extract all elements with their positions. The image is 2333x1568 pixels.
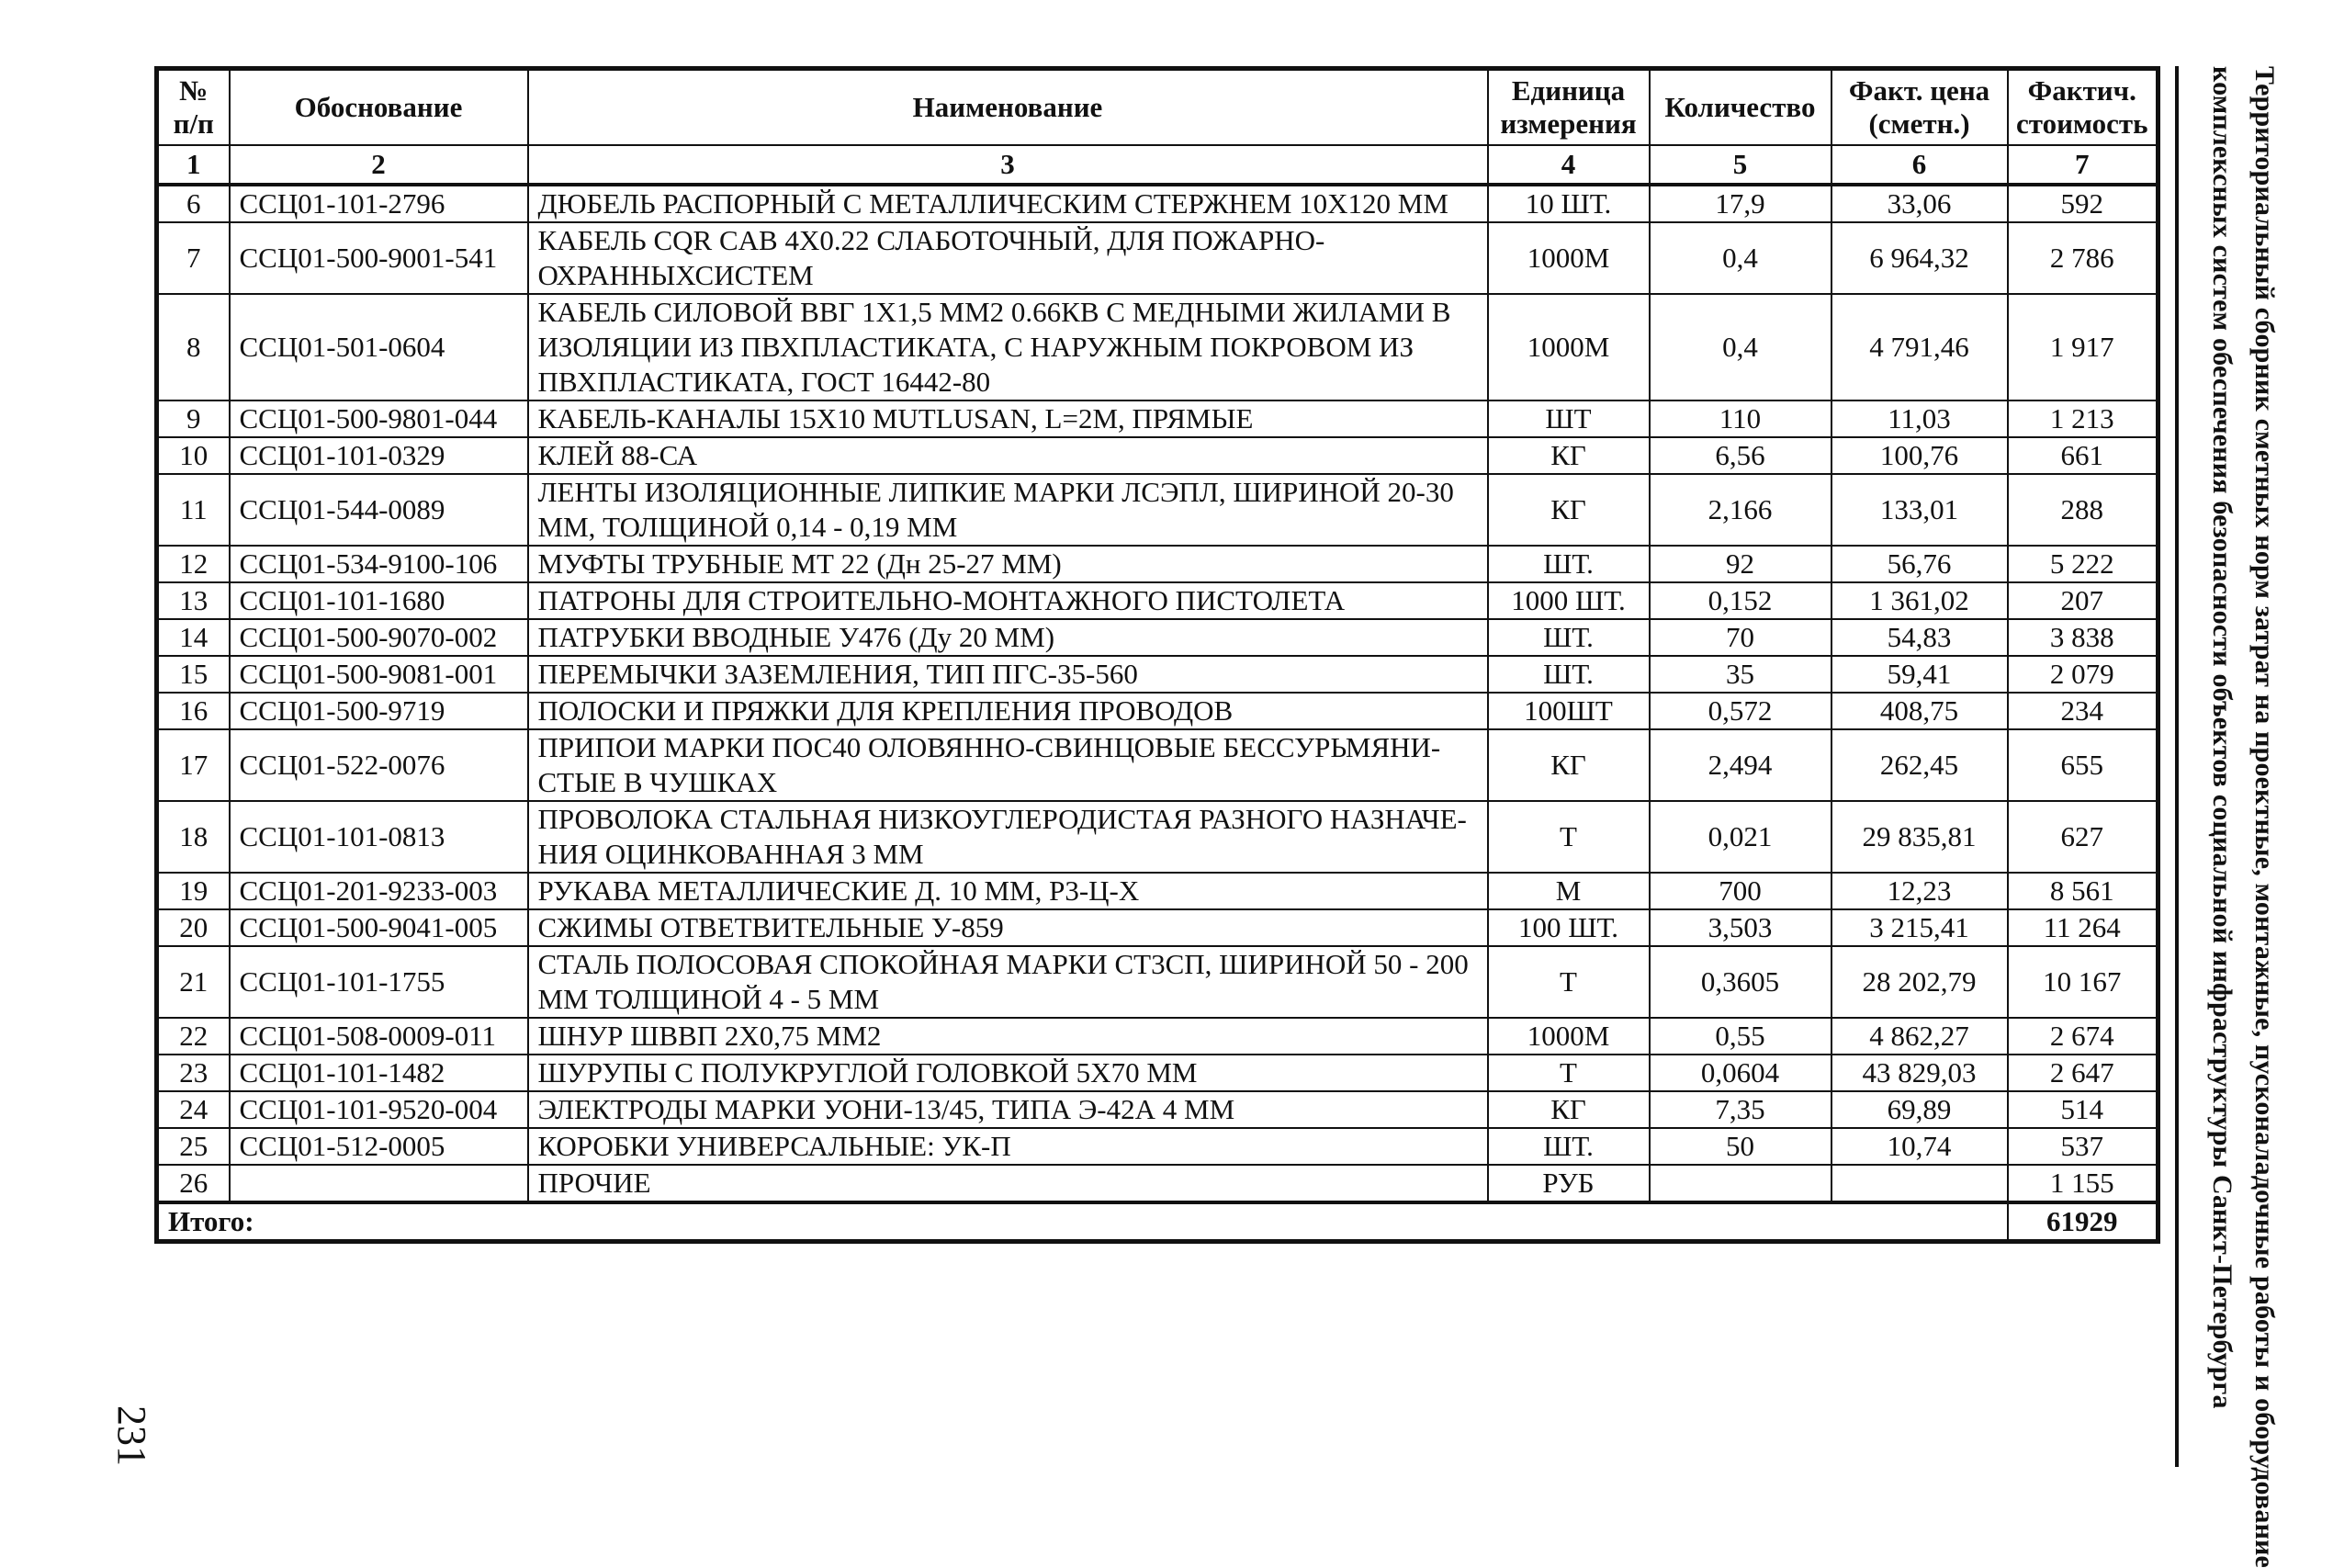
row-number: 20: [157, 909, 230, 946]
table-row: [157, 185, 2158, 222]
row-basis-code: ССЦ01-500-9801-044: [230, 400, 528, 437]
page-number: 231: [109, 1405, 154, 1466]
row-item-name: КОРОБКИ УНИВЕРСАЛЬНЫЕ: УК-П: [528, 1128, 1488, 1165]
row-price: 69,89: [1831, 1091, 2008, 1128]
row-price: 408,75: [1831, 693, 2008, 729]
row-item-name: КАБЕЛЬ СИЛОВОЙ ВВГ 1Х1,5 ММ2 0.66КВ С МЕДНЫМИ ЖИЛАМИ В ИЗОЛЯЦИИ ИЗ ПВХПЛАСТИКАТА, С НАРУЖНЫМ ПОКРОВОМ ИЗ ПВХПЛАСТИКАТА, ГОСТ 16442-80: [528, 294, 1488, 400]
row-basis-code: ССЦ01-101-1755: [230, 946, 528, 1018]
row-basis-code: ССЦ01-101-2796: [230, 185, 528, 222]
row-basis-code: ССЦ01-500-9081-001: [230, 656, 528, 693]
header-name: Наименование: [528, 69, 1488, 146]
header-num: № п/п: [157, 69, 230, 146]
table-row: [157, 582, 2158, 619]
row-price: 56,76: [1831, 546, 2008, 582]
row-item-name: ПЕРЕМЫЧКИ ЗАЗЕМЛЕНИЯ, ТИП ПГС-35-560: [528, 656, 1488, 693]
side-title: [2193, 66, 2285, 1568]
row-number: 6: [157, 185, 230, 222]
row-cost: 1 213: [2008, 400, 2158, 437]
row-price: 33,06: [1831, 185, 2008, 222]
row-number: 17: [157, 729, 230, 801]
row-unit: Т: [1488, 1055, 1650, 1091]
row-cost: 2 079: [2008, 656, 2158, 693]
row-basis-code: ССЦ01-101-0329: [230, 437, 528, 474]
row-basis-code: ССЦ01-522-0076: [230, 729, 528, 801]
row-cost: 1 155: [2008, 1165, 2158, 1202]
row-unit: 100 ШТ.: [1488, 909, 1650, 946]
row-item-name: ШУРУПЫ С ПОЛУКРУГЛОЙ ГОЛОВКОЙ 5Х70 ММ: [528, 1055, 1488, 1091]
table-row: [157, 1018, 2158, 1055]
row-quantity: 35: [1650, 656, 1831, 693]
row-cost: 655: [2008, 729, 2158, 801]
row-unit: 1000М: [1488, 222, 1650, 294]
table-row: [157, 474, 2158, 546]
row-cost: 207: [2008, 582, 2158, 619]
table-header: [157, 69, 2158, 186]
row-basis-code: ССЦ01-512-0005: [230, 1128, 528, 1165]
row-price: 59,41: [1831, 656, 2008, 693]
column-number: 4: [1488, 145, 1650, 185]
row-item-name: РУКАВА МЕТАЛЛИЧЕСКИЕ Д. 10 ММ, Р3-Ц-Х: [528, 873, 1488, 909]
row-unit: 1000 ШТ.: [1488, 582, 1650, 619]
row-cost: 288: [2008, 474, 2158, 546]
table-row: [157, 909, 2158, 946]
row-cost: 234: [2008, 693, 2158, 729]
row-quantity: 0,572: [1650, 693, 1831, 729]
row-item-name: ПРОЧИЕ: [528, 1165, 1488, 1202]
row-basis-code: ССЦ01-101-1482: [230, 1055, 528, 1091]
row-number: 8: [157, 294, 230, 400]
total-label: Итого:: [157, 1202, 2008, 1242]
row-item-name: ЭЛЕКТРОДЫ МАРКИ УОНИ-13/45, ТИПА Э-42А 4 ММ: [528, 1091, 1488, 1128]
row-quantity: 70: [1650, 619, 1831, 656]
row-price: 11,03: [1831, 400, 2008, 437]
side-title-line-1: Территориальный сборник сметных норм затрат на проектные, монтажные, пусконаладочные работы и оборудование: [2249, 66, 2280, 1568]
row-unit: ШТ: [1488, 400, 1650, 437]
table-row: [157, 946, 2158, 1018]
column-number: 5: [1650, 145, 1831, 185]
header-basis: Обоснование: [230, 69, 528, 146]
row-unit: Т: [1488, 946, 1650, 1018]
row-price: 4 862,27: [1831, 1018, 2008, 1055]
row-price: 10,74: [1831, 1128, 2008, 1165]
row-price: 28 202,79: [1831, 946, 2008, 1018]
row-basis-code: ССЦ01-101-0813: [230, 801, 528, 873]
row-quantity: [1650, 1165, 1831, 1202]
row-unit: КГ: [1488, 474, 1650, 546]
row-quantity: 0,55: [1650, 1018, 1831, 1055]
table-row: [157, 1128, 2158, 1165]
row-quantity: 50: [1650, 1128, 1831, 1165]
row-cost: 11 264: [2008, 909, 2158, 946]
table-row: [157, 294, 2158, 400]
row-number: 24: [157, 1091, 230, 1128]
row-item-name: ПАТРОНЫ ДЛЯ СТРОИТЕЛЬНО-МОНТАЖНОГО ПИСТОЛЕТА: [528, 582, 1488, 619]
row-basis-code: ССЦ01-534-9100-106: [230, 546, 528, 582]
table-row: [157, 656, 2158, 693]
row-unit: 100ШТ: [1488, 693, 1650, 729]
row-cost: 3 838: [2008, 619, 2158, 656]
row-number: 13: [157, 582, 230, 619]
row-item-name: ДЮБЕЛЬ РАСПОРНЫЙ С МЕТАЛЛИЧЕСКИМ СТЕРЖНЕМ 10Х120 ММ: [528, 185, 1488, 222]
row-price: [1831, 1165, 2008, 1202]
total-row: [157, 1202, 2158, 1242]
row-price: 262,45: [1831, 729, 2008, 801]
row-price: 29 835,81: [1831, 801, 2008, 873]
row-quantity: 6,56: [1650, 437, 1831, 474]
table-row: [157, 801, 2158, 873]
row-price: 1 361,02: [1831, 582, 2008, 619]
header-unit: Единица измерения: [1488, 69, 1650, 146]
row-price: 12,23: [1831, 873, 2008, 909]
row-cost: 10 167: [2008, 946, 2158, 1018]
table-row: [157, 1091, 2158, 1128]
row-quantity: 3,503: [1650, 909, 1831, 946]
table-row: [157, 546, 2158, 582]
row-item-name: КЛЕЙ 88-СА: [528, 437, 1488, 474]
row-quantity: 2,494: [1650, 729, 1831, 801]
row-unit: 1000М: [1488, 1018, 1650, 1055]
row-cost: 514: [2008, 1091, 2158, 1128]
row-item-name: ПОЛОСКИ И ПРЯЖКИ ДЛЯ КРЕПЛЕНИЯ ПРОВОДОВ: [528, 693, 1488, 729]
row-basis-code: ССЦ01-101-9520-004: [230, 1091, 528, 1128]
header-cost: Фактич. стоимость: [2008, 69, 2158, 146]
column-number: 7: [2008, 145, 2158, 185]
row-cost: 592: [2008, 185, 2158, 222]
row-number: 14: [157, 619, 230, 656]
row-number: 26: [157, 1165, 230, 1202]
row-cost: 661: [2008, 437, 2158, 474]
table-row: [157, 437, 2158, 474]
row-quantity: 0,4: [1650, 222, 1831, 294]
table-row: [157, 693, 2158, 729]
row-cost: 8 561: [2008, 873, 2158, 909]
row-cost: 2 674: [2008, 1018, 2158, 1055]
row-price: 54,83: [1831, 619, 2008, 656]
column-number: 1: [157, 145, 230, 185]
row-unit: КГ: [1488, 437, 1650, 474]
total-value: 61929: [2008, 1202, 2158, 1242]
row-quantity: 0,4: [1650, 294, 1831, 400]
table-row: [157, 400, 2158, 437]
row-price: 133,01: [1831, 474, 2008, 546]
column-number: 6: [1831, 145, 2008, 185]
row-number: 7: [157, 222, 230, 294]
row-number: 11: [157, 474, 230, 546]
row-item-name: ЛЕНТЫ ИЗОЛЯЦИОННЫЕ ЛИПКИЕ МАРКИ ЛСЭПЛ, ШИРИНОЙ 20-30 ММ, ТОЛЩИНОЙ 0,14 - 0,19 ММ: [528, 474, 1488, 546]
row-number: 23: [157, 1055, 230, 1091]
table-body: [157, 185, 2158, 1202]
row-unit: 10 ШТ.: [1488, 185, 1650, 222]
row-quantity: 0,152: [1650, 582, 1831, 619]
header-qty: Количество: [1650, 69, 1831, 146]
estimate-table: [154, 66, 2160, 1244]
row-unit: ШТ.: [1488, 546, 1650, 582]
row-item-name: ШНУР ШВВП 2Х0,75 ММ2: [528, 1018, 1488, 1055]
column-number-row: [157, 145, 2158, 185]
table-row: [157, 1165, 2158, 1202]
row-number: 16: [157, 693, 230, 729]
row-price: 43 829,03: [1831, 1055, 2008, 1091]
row-cost: 627: [2008, 801, 2158, 873]
row-number: 9: [157, 400, 230, 437]
row-quantity: 0,3605: [1650, 946, 1831, 1018]
row-price: 100,76: [1831, 437, 2008, 474]
row-number: 10: [157, 437, 230, 474]
row-quantity: 92: [1650, 546, 1831, 582]
row-unit: ШТ.: [1488, 619, 1650, 656]
row-item-name: КАБЕЛЬ-КАНАЛЫ 15Х10 MUTLUSAN, L=2М, ПРЯМЫЕ: [528, 400, 1488, 437]
row-number: 15: [157, 656, 230, 693]
row-basis-code: ССЦ01-500-9001-541: [230, 222, 528, 294]
side-title-line-2: комплексных систем обеспечения безопасности объектов социальной инфраструктуры Санкт-Петербурга: [2207, 66, 2237, 1409]
row-basis-code: ССЦ01-101-1680: [230, 582, 528, 619]
row-basis-code: ССЦ01-201-9233-003: [230, 873, 528, 909]
row-cost: 2 786: [2008, 222, 2158, 294]
row-item-name: МУФТЫ ТРУБНЫЕ МТ 22 (Дн 25-27 ММ): [528, 546, 1488, 582]
row-price: 4 791,46: [1831, 294, 2008, 400]
row-cost: 2 647: [2008, 1055, 2158, 1091]
row-quantity: 2,166: [1650, 474, 1831, 546]
row-unit: КГ: [1488, 1091, 1650, 1128]
row-quantity: 700: [1650, 873, 1831, 909]
row-number: 12: [157, 546, 230, 582]
table-row: [157, 1055, 2158, 1091]
table-row: [157, 873, 2158, 909]
row-item-name: ПРИПОИ МАРКИ ПОС40 ОЛОВЯННО-СВИНЦОВЫЕ БЕССУРЬМЯНИ-СТЫЕ В ЧУШКАХ: [528, 729, 1488, 801]
row-basis-code: ССЦ01-508-0009-011: [230, 1018, 528, 1055]
row-item-name: ПАТРУБКИ ВВОДНЫЕ У476 (Ду 20 ММ): [528, 619, 1488, 656]
row-item-name: КАБЕЛЬ CQR CAB 4Х0.22 СЛАБОТОЧНЫЙ, ДЛЯ ПОЖАРНО-ОХРАННЫХСИСТЕМ: [528, 222, 1488, 294]
row-number: 19: [157, 873, 230, 909]
row-number: 25: [157, 1128, 230, 1165]
row-unit: КГ: [1488, 729, 1650, 801]
row-basis-code: [230, 1165, 528, 1202]
row-number: 18: [157, 801, 230, 873]
row-quantity: 0,021: [1650, 801, 1831, 873]
row-unit: ШТ.: [1488, 656, 1650, 693]
row-cost: 537: [2008, 1128, 2158, 1165]
column-number: 3: [528, 145, 1488, 185]
row-number: 22: [157, 1018, 230, 1055]
row-item-name: СТАЛЬ ПОЛОСОВАЯ СПОКОЙНАЯ МАРКИ СТ3СП, ШИРИНОЙ 50 - 200 ММ ТОЛЩИНОЙ 4 - 5 ММ: [528, 946, 1488, 1018]
row-unit: М: [1488, 873, 1650, 909]
row-basis-code: ССЦ01-544-0089: [230, 474, 528, 546]
row-cost: 1 917: [2008, 294, 2158, 400]
row-item-name: ПРОВОЛОКА СТАЛЬНАЯ НИЗКОУГЛЕРОДИСТАЯ РАЗНОГО НАЗНАЧЕ-НИЯ ОЦИНКОВАННАЯ 3 ММ: [528, 801, 1488, 873]
row-quantity: 7,35: [1650, 1091, 1831, 1128]
row-unit: 1000М: [1488, 294, 1650, 400]
row-basis-code: ССЦ01-500-9719: [230, 693, 528, 729]
side-divider: [2175, 66, 2179, 1467]
row-quantity: 17,9: [1650, 185, 1831, 222]
row-item-name: СЖИМЫ ОТВЕТВИТЕЛЬНЫЕ У-859: [528, 909, 1488, 946]
row-unit: ШТ.: [1488, 1128, 1650, 1165]
row-unit: РУБ: [1488, 1165, 1650, 1202]
row-basis-code: ССЦ01-500-9070-002: [230, 619, 528, 656]
header-price: Факт. цена (сметн.): [1831, 69, 2008, 146]
row-price: 6 964,32: [1831, 222, 2008, 294]
row-cost: 5 222: [2008, 546, 2158, 582]
table-row: [157, 729, 2158, 801]
column-number: 2: [230, 145, 528, 185]
header-row: [157, 69, 2158, 146]
row-quantity: 110: [1650, 400, 1831, 437]
row-basis-code: ССЦ01-501-0604: [230, 294, 528, 400]
row-unit: Т: [1488, 801, 1650, 873]
row-price: 3 215,41: [1831, 909, 2008, 946]
row-quantity: 0,0604: [1650, 1055, 1831, 1091]
table-row: [157, 619, 2158, 656]
row-number: 21: [157, 946, 230, 1018]
table-row: [157, 222, 2158, 294]
row-basis-code: ССЦ01-500-9041-005: [230, 909, 528, 946]
